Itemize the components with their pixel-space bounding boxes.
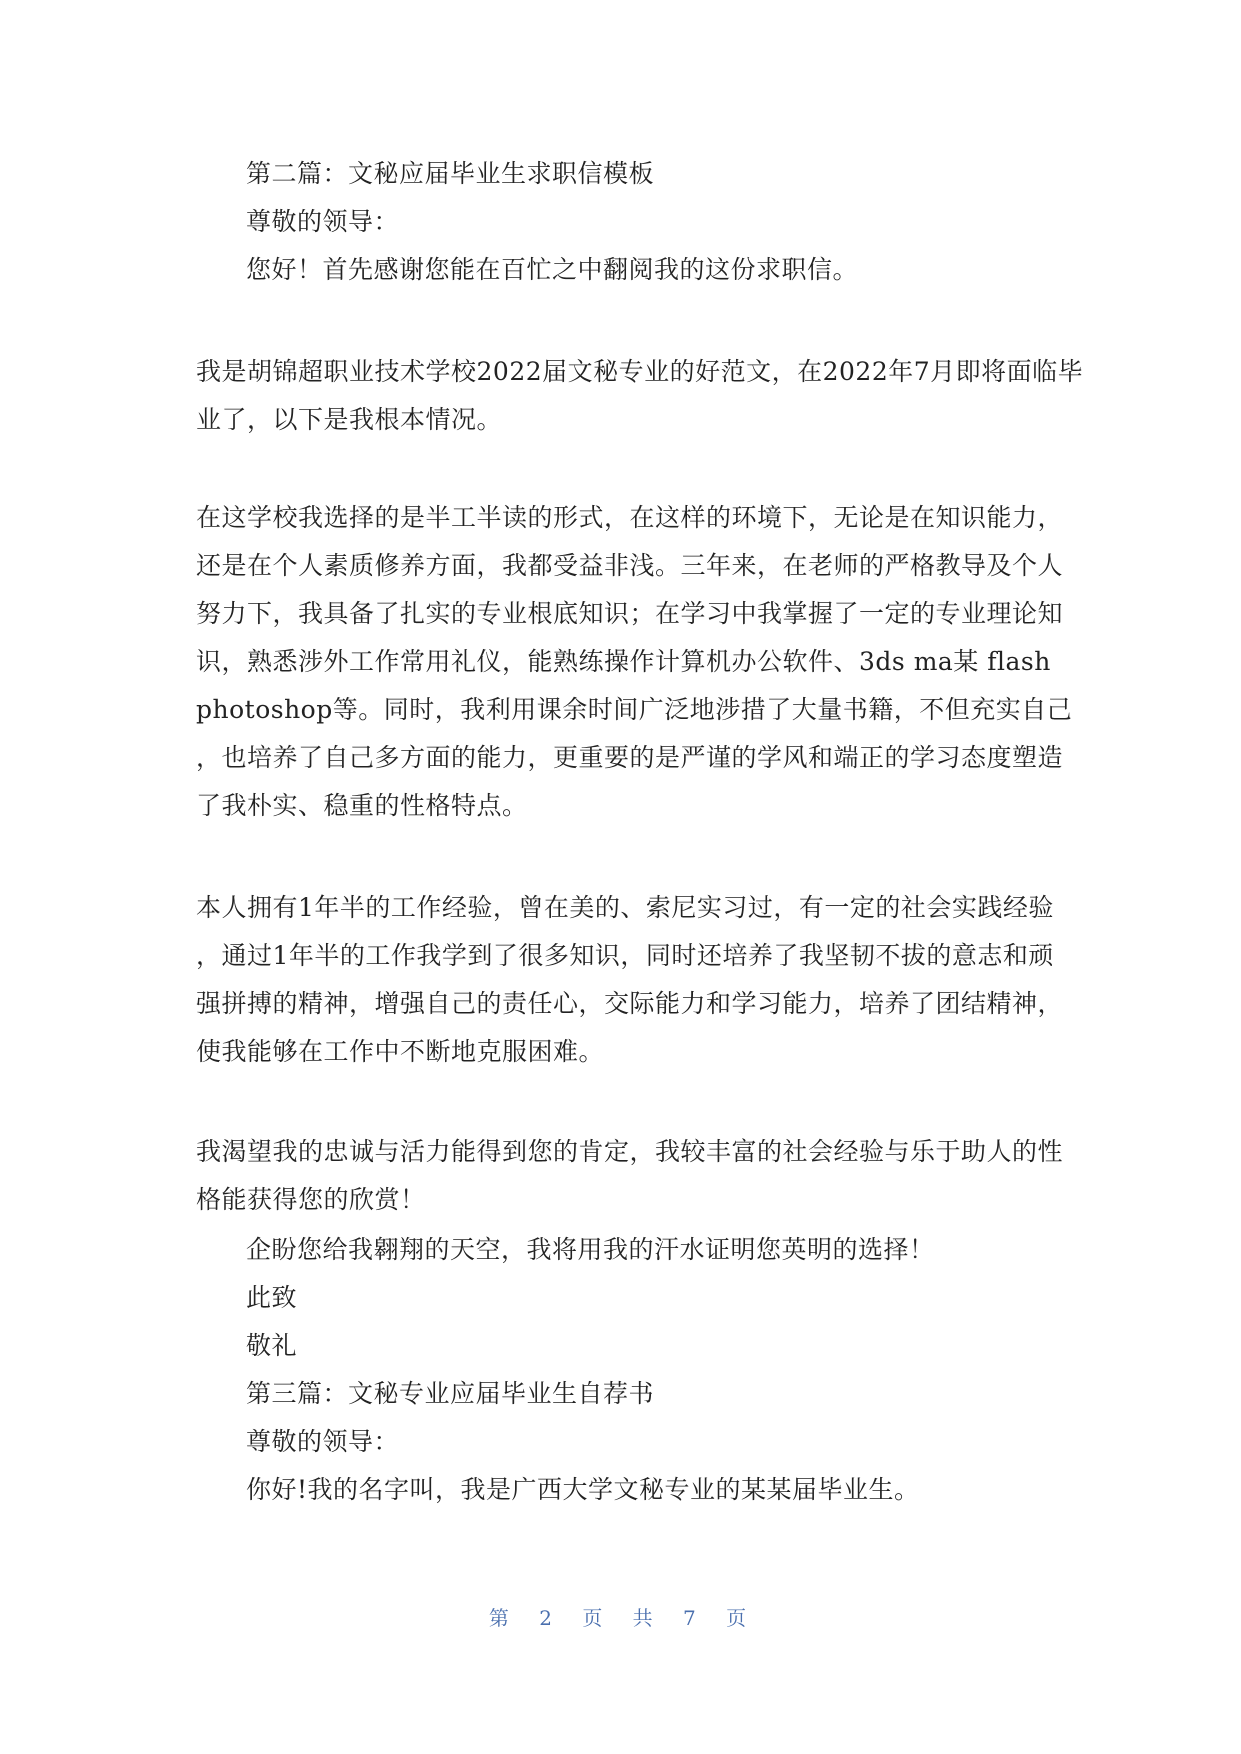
paragraph-line: 强拼搏的精神，增强自己的责任心，交际能力和学习能力，培养了团结精神， <box>196 989 1064 1018</box>
paragraph-line: 还是在个人素质修养方面，我都受益非浅。三年来，在老师的严格教导及个人 <box>196 551 1064 580</box>
paragraph-line: photoshop等。同时，我利用课余时间广泛地涉措了大量书籍，不但充实自己 <box>196 695 1073 724</box>
paragraph-line: 我是胡锦超职业技术学校2022届文秘专业的好范文，在2022年7月即将面临毕 <box>196 357 1084 386</box>
paragraph-line: 业了，以下是我根本情况。 <box>196 405 503 434</box>
paragraph-line: ，也培养了自己多方面的能力，更重要的是严谨的学风和端正的学习态度塑造 <box>196 743 1064 772</box>
greeting-line: 尊敬的领导： <box>246 1427 400 1456</box>
paragraph-line: 在这学校我选择的是半工半读的形式，在这样的环境下，无论是在知识能力， <box>196 503 1064 532</box>
opening-line: 您好！首先感谢您能在百忙之中翻阅我的这份求职信。 <box>246 255 859 284</box>
page-number-footer: 第 2 页 共 7 页 <box>488 1606 753 1630</box>
sign-off-line: 敬礼 <box>246 1331 298 1360</box>
paragraph-line: 格能获得您的欣赏！ <box>196 1185 426 1214</box>
section2-title: 第二篇：文秘应届毕业生求职信模板 <box>246 159 655 188</box>
section3-title: 第三篇：文秘专业应届毕业生自荐书 <box>246 1379 655 1408</box>
paragraph-line: ，通过1年半的工作我学到了很多知识，同时还培养了我坚韧不拔的意志和顽 <box>196 941 1054 970</box>
sign-off-line: 此致 <box>246 1283 298 1312</box>
opening-line: 你好!我的名字叫，我是广西大学文秘专业的某某届毕业生。 <box>246 1475 920 1504</box>
greeting-line: 尊敬的领导： <box>246 207 400 236</box>
paragraph-line: 了我朴实、稳重的性格特点。 <box>196 791 528 820</box>
paragraph-line: 使我能够在工作中不断地克服困难。 <box>196 1037 605 1066</box>
paragraph-line: 识，熟悉涉外工作常用礼仪，能熟练操作计算机办公软件、3ds ma某 flash <box>196 647 1051 676</box>
paragraph-line: 努力下，我具备了扎实的专业根底知识；在学习中我掌握了一定的专业理论知 <box>196 599 1064 628</box>
closing-line: 企盼您给我翱翔的天空，我将用我的汗水证明您英明的选择！ <box>246 1235 935 1264</box>
paragraph-line: 我渴望我的忠诚与活力能得到您的肯定，我较丰富的社会经验与乐于助人的性 <box>196 1137 1064 1166</box>
paragraph-line: 本人拥有1年半的工作经验，曾在美的、索尼实习过，有一定的社会实践经验 <box>196 893 1054 922</box>
